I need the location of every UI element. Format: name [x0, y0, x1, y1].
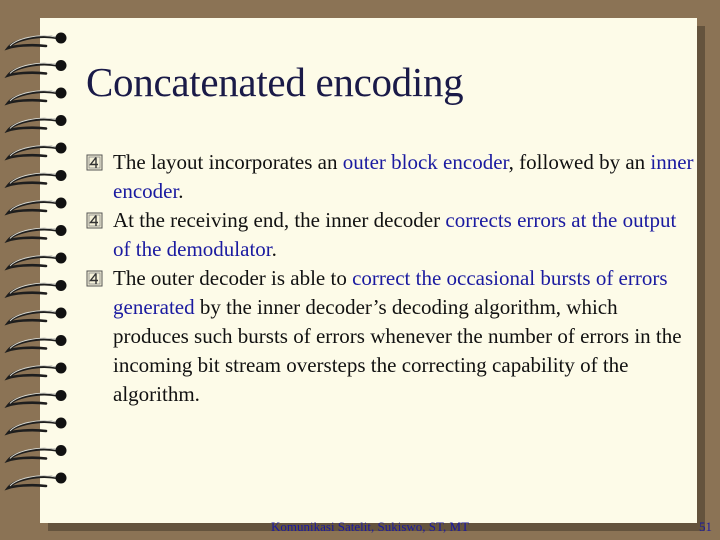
spiral-binding: [0, 0, 80, 540]
binding-ring: [8, 88, 67, 104]
bullet-segment: The layout incorporates an: [113, 150, 343, 174]
binding-ring: [8, 33, 67, 49]
bullet-highlight: outer block encoder: [342, 150, 509, 174]
binding-ring: [8, 280, 67, 296]
bullet-highlight: corrects errors at the output of the demodulator: [113, 208, 677, 261]
bullet-4-icon: [86, 212, 103, 229]
binding-ring: [8, 335, 67, 351]
bullet-highlight: inner encoder: [113, 150, 694, 203]
bullet-segment: At the receiving end, the inner decoder: [113, 208, 446, 232]
bullet-4-icon: [86, 270, 103, 287]
binding-ring: [8, 198, 67, 214]
bullet-list: [86, 148, 696, 409]
bullet-segment: by the inner decoder’s decoding algorithm, which produces such bursts of errors whenever the number of errors in the incoming bit stream oversteps the correcting capability of the algorithm.: [113, 295, 682, 406]
bullet-item-3: [86, 264, 696, 409]
binding-ring: [8, 170, 67, 186]
slide-title: Concatenated encoding: [86, 59, 464, 105]
binding-ring: [8, 363, 67, 379]
bullet-segment: The outer decoder is able to: [113, 266, 353, 290]
binding-ring: [8, 253, 67, 269]
page-number: 51: [699, 519, 712, 534]
bullet-segment: , followed by an: [508, 150, 651, 174]
binding-ring: [8, 225, 67, 241]
bullet-text-2: [113, 208, 676, 261]
binding-ring: [8, 308, 67, 324]
bullet-4-icon: [86, 154, 103, 171]
binding-ring: [8, 115, 67, 131]
bullet-item-2: [86, 206, 696, 264]
binding-ring: [8, 143, 67, 159]
bullet-segment: .: [178, 179, 184, 203]
bullet-text-1: [113, 150, 694, 203]
binding-ring: [8, 60, 67, 76]
bullet-text-3: [113, 266, 682, 406]
binding-ring: [8, 473, 67, 489]
bullet-item-1: [86, 148, 696, 206]
slide-footer: Komunikasi Satelit, Sukiswo, ST, MT: [271, 519, 470, 534]
binding-ring: [8, 390, 67, 406]
bullet-segment: .: [271, 237, 277, 261]
binding-ring: [8, 418, 67, 434]
binding-ring: [8, 445, 67, 461]
bullet-highlight: correct the occasional bursts of errors generated: [113, 266, 668, 319]
